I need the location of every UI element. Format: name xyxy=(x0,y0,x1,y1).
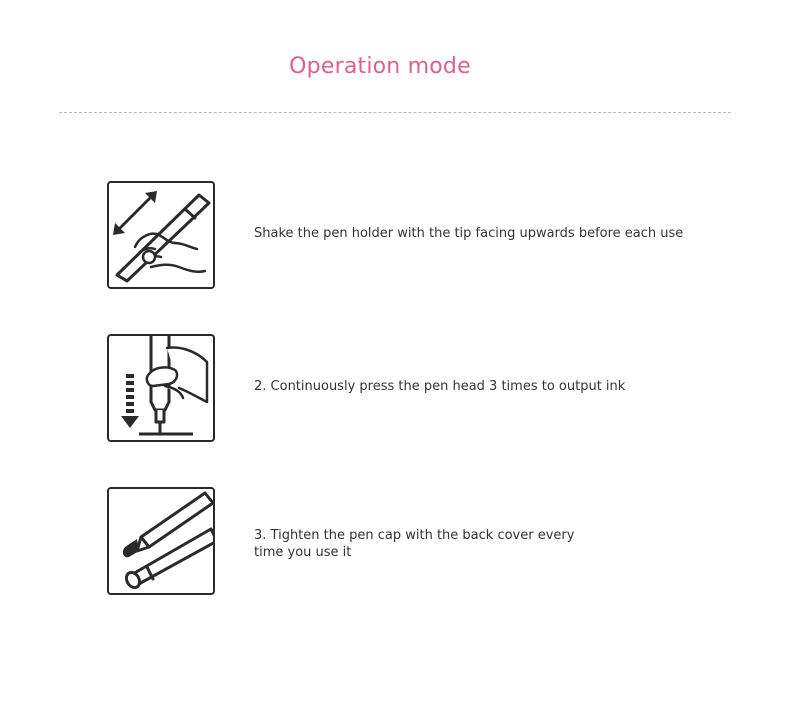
dashed-divider xyxy=(59,112,731,113)
step-cap xyxy=(107,487,707,595)
step-shake xyxy=(107,181,707,289)
step-3-text xyxy=(254,527,594,561)
step-3-line-2: time you use it xyxy=(254,545,352,560)
step-press xyxy=(107,334,707,442)
step-1-text: Shake the pen holder with the tip facing upwards before each use xyxy=(254,226,684,241)
shake-pen-icon xyxy=(107,181,215,289)
step-3-line-1: 3. Tighten the pen cap with the back cover every xyxy=(254,528,575,543)
step-2-text: 2. Continuously press the pen head 3 times to output ink xyxy=(254,379,626,394)
press-pen-icon xyxy=(107,334,215,442)
cap-pen-icon xyxy=(107,487,215,595)
page-title: Operation mode xyxy=(289,54,471,79)
